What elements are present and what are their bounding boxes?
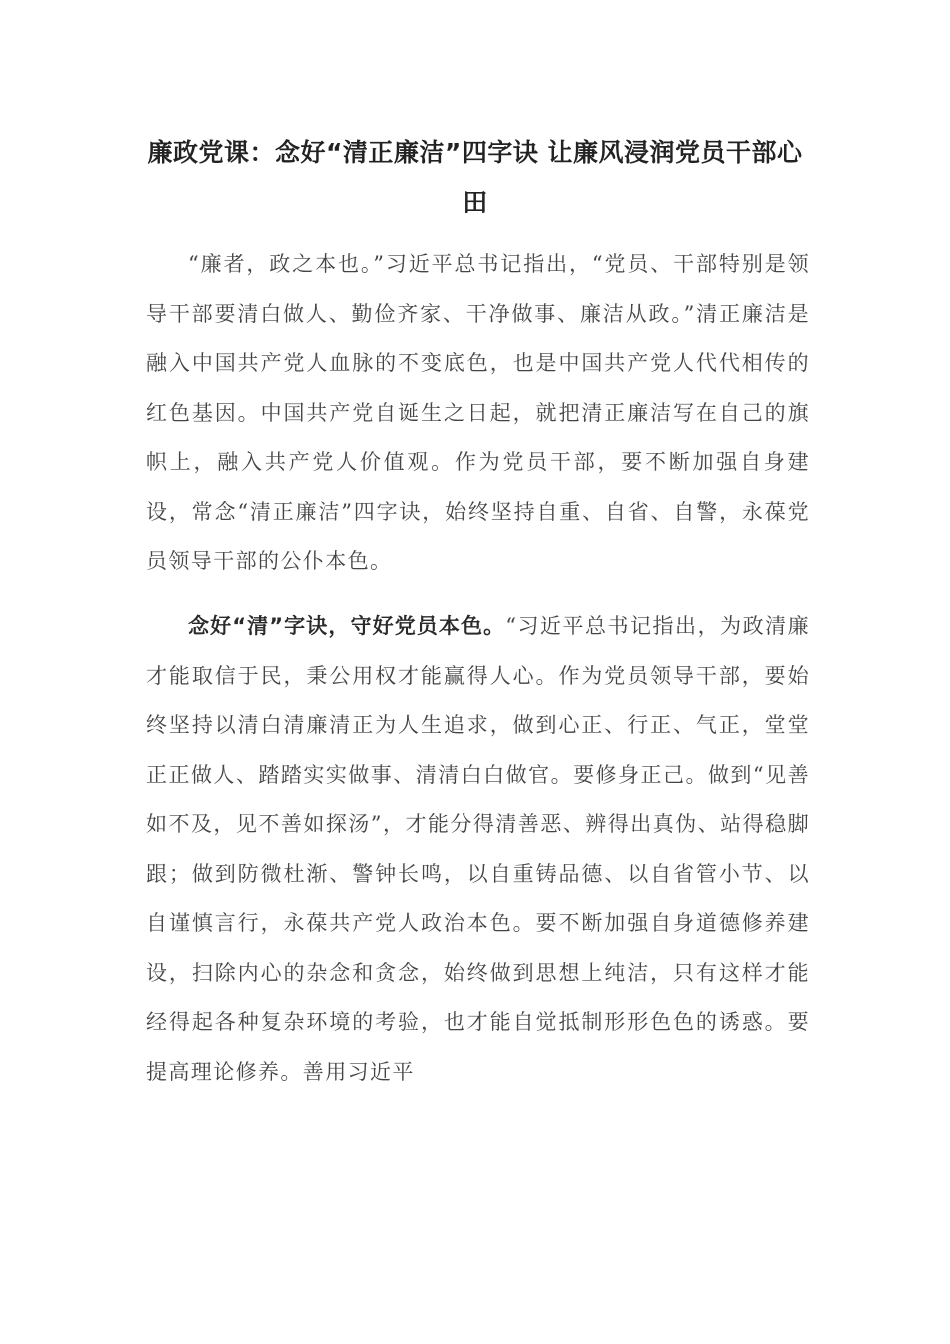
paragraph-2-body: “习近平总书记指出，为政清廉才能取信于民，秉公用权才能赢得人心。作为党员领导干部，要始终坚持以清白清廉清正为人生追求，做到心正、行正、气正，堂堂正正做人、踏踏实实做事、清清白白做官。要修身正己。做到“见善如不及，见不善如探汤”，才能分得清善恶、辨得出真伪、站得稳脚跟；做到防微杜渐、警钟长鸣，以自重铸品德、以自省管小节、以自谨慎言行，永葆共产党人政治本色。要不断加强自身道德修养建设，扫除内心的杂念和贪念，始终做到思想上纯洁，只有这样才能经得起各种复杂环境的考验，也才能自觉抵制形形色色的诱惑。要提高理论修养。善用习近平: [146, 614, 810, 1084]
paragraph-2-lead: 念好“清”字诀，守好党员本色。: [188, 614, 506, 638]
document-title: 廉政党课：念好“清正廉洁”四字诀 让廉风浸润党员干部心田: [147, 138, 803, 217]
paragraph-1: “廉者，政之本也。”习近平总书记指出，“党员、干部特别是领导干部要清白做人、勤俭齐家、干净做事、廉洁从政。”清正廉洁是融入中国共产党人血脉的不变底色，也是中国共产党人代代相传的红色基因。中国共产党自诞生之日起，就把清正廉洁写在自己的旗帜上，融入共产党人价值观。作为党员干部，要不断加强自身建设，常念“清正廉洁”四字诀，始终坚持自重、自省、自警，永葆党员领导干部的公仆本色。: [146, 252, 810, 573]
paragraph-2: [146, 602, 810, 1097]
